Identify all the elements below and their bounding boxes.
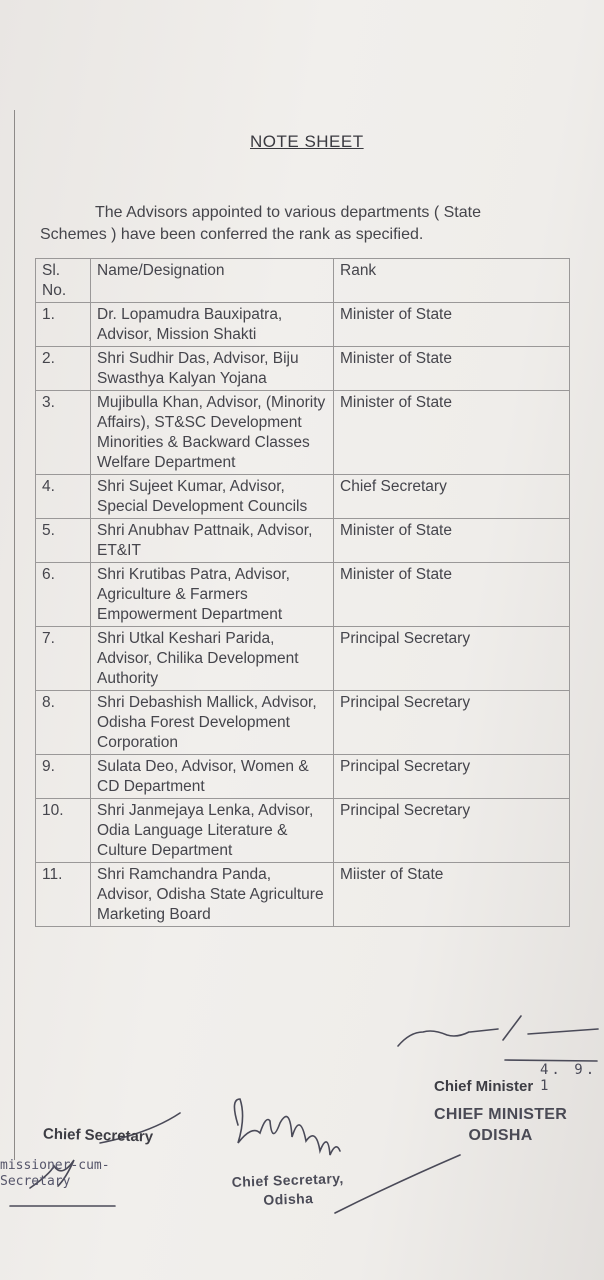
chief-minister-stamp [434,1104,567,1146]
table-row [36,347,570,391]
row-name: Shri Ramchandra Panda, Advisor, Odisha State Agriculture Marketing Board [91,863,334,927]
header-rank: Rank [334,259,570,303]
row-name: Shri Utkal Keshari Parida, Advisor, Chilika Development Authority [91,627,334,691]
row-name: Shri Debashish Mallick, Advisor, Odisha Forest Development Corporation [91,691,334,755]
row-rank: Principal Secretary [334,627,570,691]
row-rank: Minister of State [334,303,570,347]
cs-signature-stroke-3 [335,1155,460,1213]
row-name: Shri Sudhir Das, Advisor, Biju Swasthya Kalyan Yojana [91,347,334,391]
advisors-table [35,258,570,927]
row-rank: Principal Secretary [334,799,570,863]
cm-date-underline [505,1060,597,1061]
row-number: 1. [36,303,91,347]
row-rank: Chief Secretary [334,475,570,519]
row-rank: Principal Secretary [334,755,570,799]
table-row [36,627,570,691]
chief-minister-label: Chief Minister [434,1078,534,1095]
row-name: Dr. Lopamudra Bauxipatra, Advisor, Mission Shakti [91,303,334,347]
intro-line-2: Schemes ) have been conferred the rank as specified. [40,226,424,243]
left-stamp [0,1158,110,1190]
paper-edge-line [14,110,15,1160]
row-name: Shri Krutibas Patra, Advisor, Agriculture & Farmers Empowerment Department [91,563,334,627]
row-rank: Principal Secretary [334,691,570,755]
left-stamp-line-1: missioner-cum- [0,1158,110,1173]
row-number: 5. [36,519,91,563]
table-row [36,519,570,563]
chief-secretary-stamp [231,1169,344,1211]
row-rank: Minister of State [334,347,570,391]
table-row [36,863,570,927]
table-row [36,691,570,755]
table-row [36,391,570,475]
cm-signature-stroke-4 [528,1029,598,1034]
row-number: 6. [36,563,91,627]
row-name: Sulata Deo, Advisor, Women & CD Department [91,755,334,799]
row-name: Mujibulla Khan, Advisor, (Minority Affairs), ST&SC Development Minorities & Backward Classes Welfare Department [91,391,334,475]
cs-signature-stroke-1 [234,1099,340,1155]
cm-signature-stroke-2 [470,1029,498,1032]
intro-paragraph [40,202,540,246]
cs-stamp-line-2: Odisha [263,1190,314,1208]
row-number: 2. [36,347,91,391]
row-number: 4. [36,475,91,519]
row-rank: Miister of State [334,863,570,927]
row-rank: Minister of State [334,563,570,627]
intro-line-1: The Advisors appointed to various departments ( State [95,204,481,221]
row-rank: Minister of State [334,519,570,563]
row-number: 8. [36,691,91,755]
cm-stamp-line-2: ODISHA [468,1127,533,1144]
header-name: Name/Designation [91,259,334,303]
row-name: Shri Janmejaya Lenka, Advisor, Odia Language Literature & Culture Department [91,799,334,863]
row-number: 9. [36,755,91,799]
header-sl-no: Sl. No. [36,259,91,303]
row-name: Shri Sujeet Kumar, Advisor, Special Development Councils [91,475,334,519]
cs-stamp-line-1: Chief Secretary, [231,1170,344,1190]
document-title: NOTE SHEET [250,132,364,151]
cm-stamp-line-1: CHIEF MINISTER [434,1106,568,1123]
row-number: 10. [36,799,91,863]
row-name: Shri Anubhav Pattnaik, Advisor, ET&IT [91,519,334,563]
cm-date: 4. 9. 1 [540,1062,598,1094]
table-row [36,303,570,347]
table-row [36,755,570,799]
table-header-row [36,259,570,303]
cm-signature-stroke-1 [398,1031,469,1046]
table-row [36,563,570,627]
row-number: 3. [36,391,91,475]
left-stamp-line-2: Secretary [0,1174,71,1189]
row-rank: Minister of State [334,391,570,475]
cm-signature-stroke-3 [503,1016,521,1040]
table-row [36,799,570,863]
table-row [36,475,570,519]
chief-secretary-label: Chief Secretary [42,1125,154,1146]
row-number: 7. [36,627,91,691]
row-number: 11. [36,863,91,927]
